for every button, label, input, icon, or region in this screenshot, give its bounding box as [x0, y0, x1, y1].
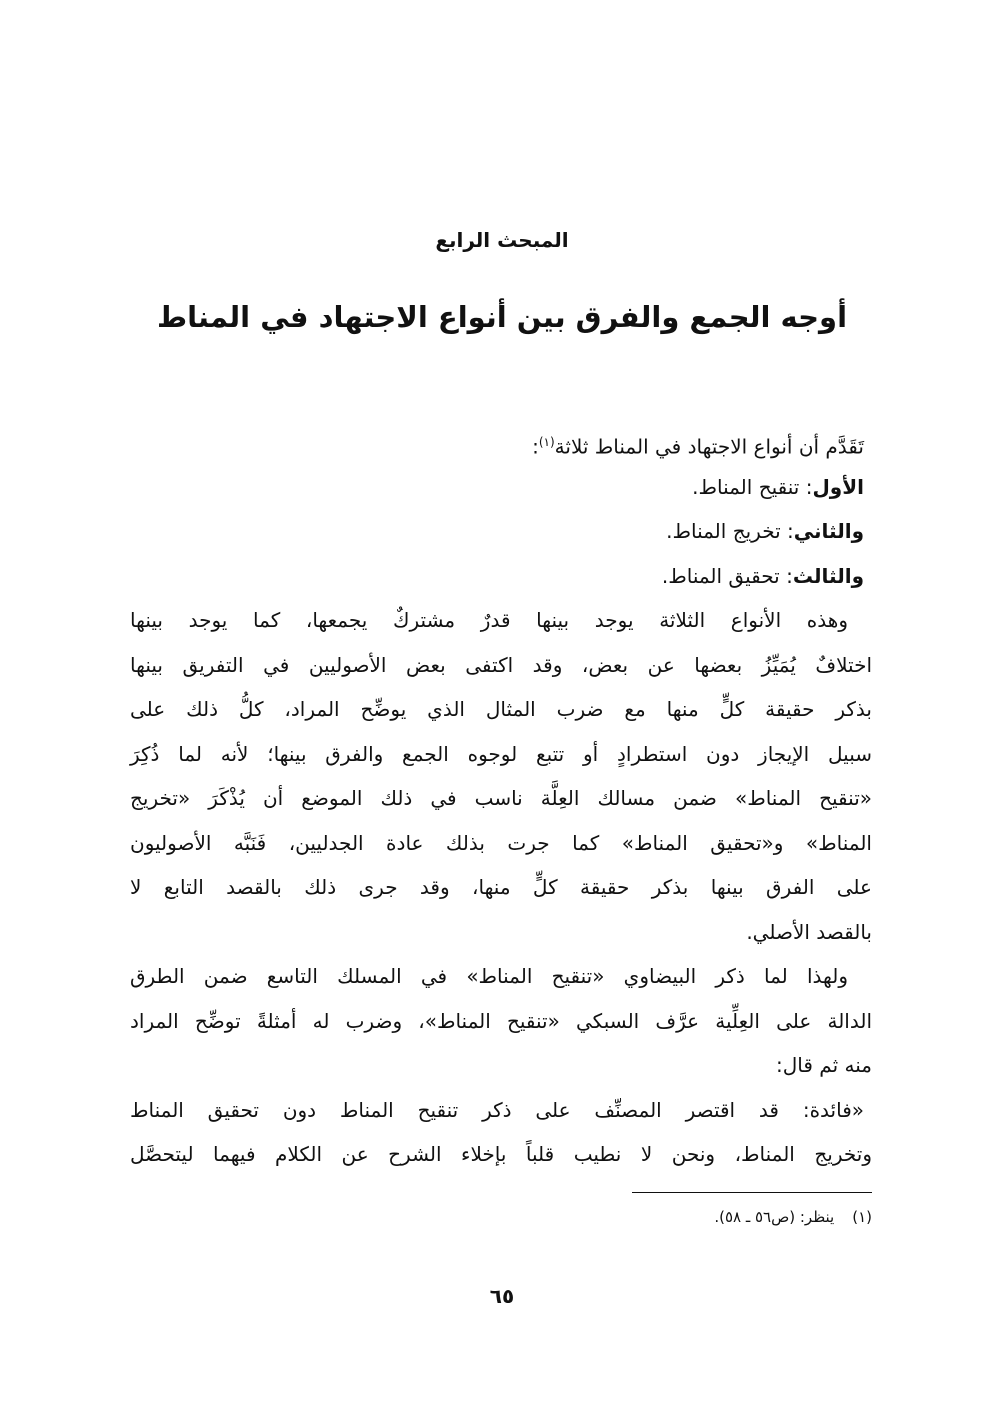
text-line: ولهذا لما ذكر البيضاوي «تنقيح المناط» في المسلك التاسع ضمن الطرق [130, 964, 848, 988]
intro-colon: : [532, 434, 539, 459]
item-label: والثاني [793, 519, 864, 543]
item-label: الأول [812, 474, 864, 499]
chapter-heading: أوجه الجمع والفرق بين أنواع الاجتهاد في المناط [156, 300, 848, 334]
list-item [130, 554, 872, 599]
page-number: ٦٥ [489, 1284, 515, 1308]
item-text: : تنقيح المناط. [692, 474, 813, 499]
text-line: وتخريج المناط، ونحن لا نطيب قلباً بإخلاء الشرح عن الكلام فيهما ليتحصَّل [130, 1142, 872, 1166]
text-line: وهذه الأنواع الثلاثة يوجد بينها قدرٌ مشتركٌ يجمعها، كما يوجد بينها [130, 608, 848, 632]
footnote-divider [632, 1192, 872, 1193]
intro-line [130, 420, 872, 465]
body-text [130, 420, 872, 1177]
text-line: «تنقيح المناط» ضمن مسالك العِلَّة ناسب في ذلك الموضع أن يُذْكَرَ «تخريج [130, 786, 872, 810]
footnote-ref[interactable]: (١) [538, 435, 555, 449]
intro-text: تَقَدَّم أن أنواع الاجتهاد في المناط ثلاثة [554, 434, 864, 459]
text-line: اختلافٌ يُمَيِّزُ بعضها عن بعض، وقد اكتفى بعض الأصوليين في التفريق بينها [130, 652, 872, 677]
text-line: بذكر حقيقة كلٍّ منها مع ضرب المثال الذي يوضِّح المراد، كلُّ ذلك على [130, 697, 872, 721]
list-item [130, 509, 872, 554]
list-item [130, 465, 872, 510]
text-line: سبيل الإيجاز دون استطرادٍ أو تتبع لوجوه الجمع والفرق بينها؛ لأنه لما ذُكِرَ [130, 741, 872, 766]
text-line: المناط» و«تحقيق المناط» كما جرت بذلك عادة الجدليين، فَنَبَّه الأصوليون [130, 830, 872, 855]
section-label: المبحث الرابع [435, 228, 569, 252]
item-text: : تخريج المناط. [666, 519, 794, 543]
item-text: : تحقيق المناط. [661, 563, 793, 588]
text-line: على الفرق بينها بذكر حقيقة كلٍّ منها، وقد جرى ذلك بالقصد التابع لا [130, 875, 872, 899]
text-line: الدالة على العِلِّية عرَّف السبكي «تنقيح المناط»، وضرب له أمثلةً توضِّح المراد [130, 1008, 872, 1033]
footnote [130, 1208, 872, 1226]
footnote-number: (١) [852, 1208, 872, 1226]
item-label: والثالث [792, 563, 864, 588]
text-line: «فائدة: قد اقتصر المصنِّف على ذكر تنقيح المناط دون تحقيق المناط [130, 1097, 864, 1122]
text-line: منه ثم قال: [776, 1053, 872, 1077]
text-line: بالقصد الأصلي. [746, 919, 872, 944]
footnote-text: ينظر: (ص٥٦ ـ ٥٨). [714, 1208, 835, 1226]
